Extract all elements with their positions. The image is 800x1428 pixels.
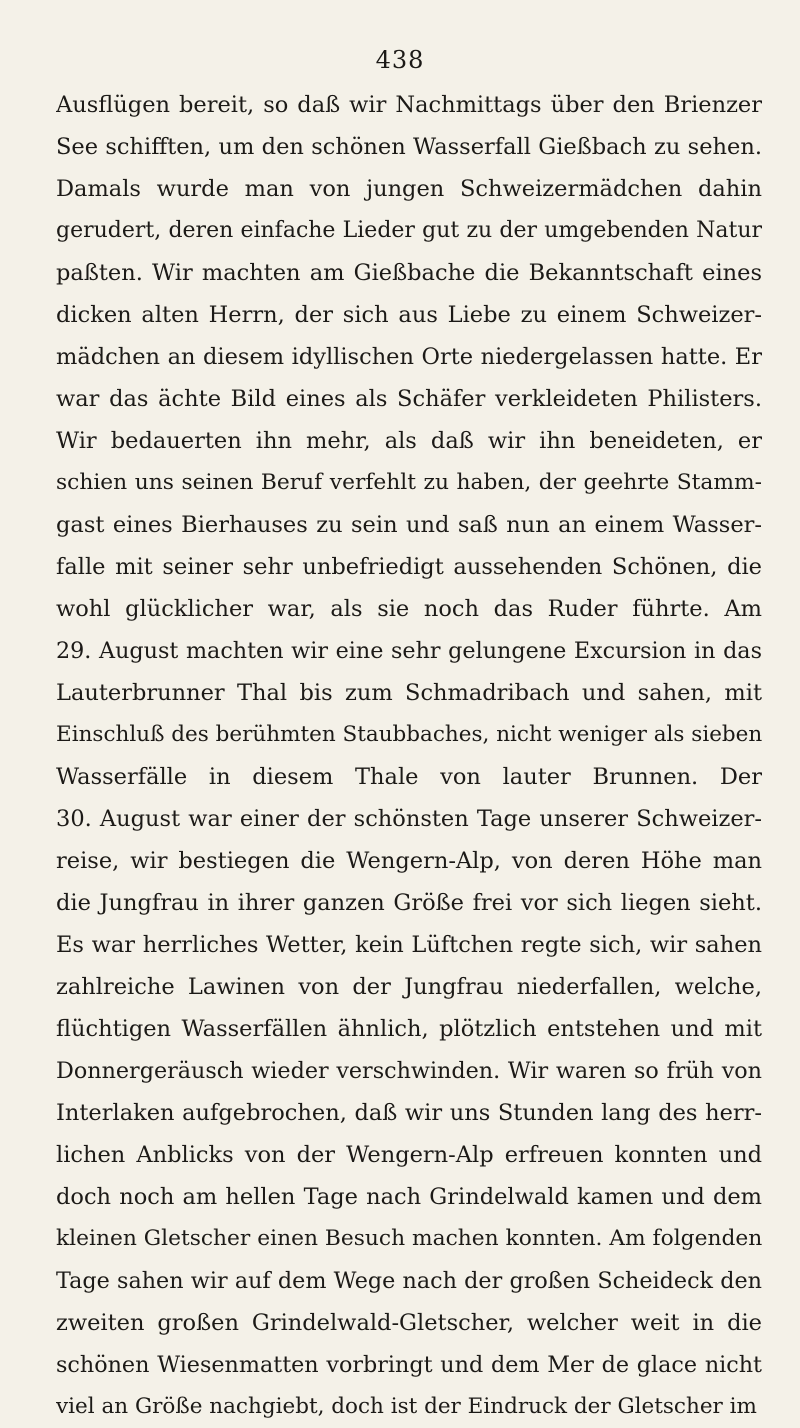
text-line: dicken alten Herrn, der sich aus Liebe zu einem Schweizer- bbox=[56, 302, 762, 328]
text-line: die Jungfrau in ihrer ganzen Größe frei vor sich liegen sieht. bbox=[56, 890, 762, 916]
text-line: zweiten großen Grindelwald-Gletscher, welcher weit in die bbox=[56, 1310, 762, 1336]
text-line: lichen Anblicks von der Wengern-Alp erfreuen konnten und bbox=[56, 1142, 762, 1168]
text-line: kleinen Gletscher einen Besuch machen konnten. Am folgenden bbox=[56, 1226, 762, 1251]
text-line: schien uns seinen Beruf verfehlt zu haben, der geehrte Stamm- bbox=[56, 470, 762, 495]
text-line: gast eines Bierhauses zu sein und saß nun an einem Wasser- bbox=[56, 512, 762, 538]
text-line: Interlaken aufgebrochen, daß wir uns Stunden lang des herr- bbox=[56, 1100, 762, 1126]
text-line: Lauterbrunner Thal bis zum Schmadribach und sahen, mit bbox=[56, 680, 762, 706]
text-line: viel an Größe nachgiebt, doch ist der Eindruck der Gletscher im bbox=[56, 1394, 757, 1419]
text-line: Damals wurde man von jungen Schweizermädchen dahin bbox=[56, 176, 762, 202]
text-line: Wir bedauerten ihn mehr, als daß wir ihn beneideten, er bbox=[56, 428, 762, 454]
text-line: paßten. Wir machten am Gießbache die Bekanntschaft eines bbox=[56, 260, 762, 286]
text-line: flüchtigen Wasserfällen ähnlich, plötzlich entstehen und mit bbox=[56, 1016, 762, 1042]
text-line: Tage sahen wir auf dem Wege nach der großen Scheideck den bbox=[56, 1268, 762, 1294]
text-line: Donnergeräusch wieder verschwinden. Wir waren so früh von bbox=[56, 1058, 762, 1084]
text-line: schönen Wiesenmatten vorbringt und dem Mer de glace nicht bbox=[56, 1352, 762, 1378]
text-line: Es war herrliches Wetter, kein Lüftchen regte sich, wir sahen bbox=[56, 932, 762, 958]
text-line: wohl glücklicher war, als sie noch das Ruder führte. Am bbox=[56, 596, 762, 622]
text-line: 29. August machten wir eine sehr gelungene Excursion in das bbox=[56, 638, 762, 664]
page-number: 438 bbox=[375, 46, 425, 74]
text-line: zahlreiche Lawinen von der Jungfrau niederfallen, welche, bbox=[56, 974, 762, 1000]
text-line: doch noch am hellen Tage nach Grindelwald kamen und dem bbox=[56, 1184, 762, 1210]
text-line: See schifften, um den schönen Wasserfall Gießbach zu sehen. bbox=[56, 134, 762, 160]
body-text bbox=[56, 84, 762, 1428]
text-line: Wasserfälle in diesem Thale von lauter Brunnen. Der bbox=[56, 764, 762, 790]
text-line: falle mit seiner sehr unbefriedigt aussehenden Schönen, die bbox=[56, 554, 762, 580]
text-line: gerudert, deren einfache Lieder gut zu der umgebenden Natur bbox=[56, 218, 762, 243]
text-line: mädchen an diesem idyllischen Orte niedergelassen hatte. Er bbox=[56, 344, 762, 370]
text-line: war das ächte Bild eines als Schäfer verkleideten Philisters. bbox=[56, 386, 762, 412]
text-line: reise, wir bestiegen die Wengern-Alp, von deren Höhe man bbox=[56, 848, 762, 874]
text-line: 30. August war einer der schönsten Tage unserer Schweizer- bbox=[56, 806, 762, 832]
text-line: Einschluß des berühmten Staubbaches, nicht weniger als sieben bbox=[56, 722, 762, 747]
text-line: Ausflügen bereit, so daß wir Nachmittags über den Brienzer bbox=[56, 92, 762, 118]
